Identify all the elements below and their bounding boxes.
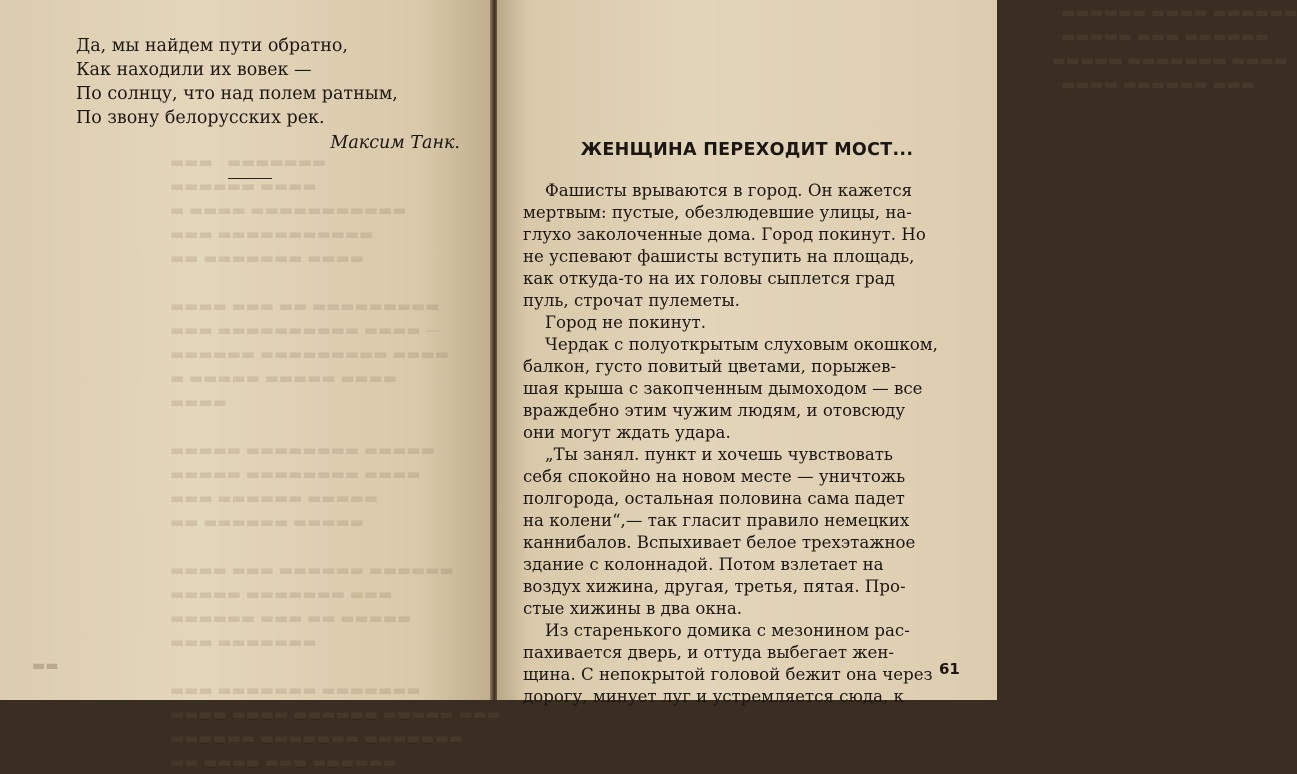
text-line: каннибалов. Вспыхивает белое трехэтажное bbox=[523, 533, 916, 552]
left-page-number-bleed: ▬▬ bbox=[32, 658, 59, 674]
section-divider bbox=[228, 178, 272, 179]
text-line: пуль, строчат пулеметы. bbox=[523, 291, 740, 310]
text-line: мертвым: пустые, обезлюдевшие улицы, на- bbox=[523, 203, 912, 222]
poem bbox=[76, 34, 398, 130]
poem-line: Как находили их вовек — bbox=[76, 60, 312, 80]
text-line: Фашисты врываются в город. Он кажется bbox=[545, 181, 913, 200]
text-line: они могут ждать удара. bbox=[523, 423, 731, 442]
poem-line: По солнцу, что над полем ратным, bbox=[76, 84, 398, 104]
text-line: враждебно этим чужим людям, и отовсюду bbox=[523, 401, 906, 420]
bleed-through-text: ▬▬▬ ▬▬▬▬▬▬▬ ▬▬▬▬▬▬ ▬▬▬▬ ▬ ▬▬▬▬ ▬▬▬▬▬▬▬▬▬▬▬ ▬▬▬ ▬▬▬▬▬▬▬▬▬▬▬ ▬▬ ▬▬▬▬▬▬▬ ▬▬▬▬ ▬▬▬▬ ▬▬▬ ▬▬ ▬▬▬▬▬▬▬▬▬ ▬▬▬ ▬▬▬▬▬▬▬▬▬▬ ▬▬▬▬ — ▬▬▬▬▬▬ ▬▬▬▬▬▬▬▬▬ ▬▬▬▬ ▬ ▬▬▬▬▬ ▬▬▬▬▬ ▬▬▬▬ ▬▬▬▬ ▬▬▬▬▬ ▬▬▬▬▬▬▬▬ ▬▬▬▬▬ ▬▬▬▬▬ ▬▬▬▬▬▬▬▬ ▬▬▬▬ ▬▬▬ ▬▬▬▬▬▬ ▬▬▬▬▬ ▬▬ ▬▬▬▬▬▬ ▬▬▬▬▬ ▬▬▬▬ ▬▬▬ ▬▬▬▬▬▬ ▬▬▬▬▬▬ ▬▬▬▬▬ ▬▬▬▬▬▬▬ ▬▬▬ ▬▬▬▬▬▬ ▬▬▬ ▬▬ ▬▬▬▬▬ ▬▬▬ ▬▬▬▬▬▬▬ ▬▬▬ ▬▬▬▬▬▬▬ ▬▬▬▬▬▬▬ ▬▬▬▬ ▬▬▬▬ ▬▬▬▬▬▬ ▬▬▬▬▬ ▬▬▬ ▬▬▬▬▬▬ ▬▬▬▬▬▬▬ ▬▬▬▬▬▬▬ ▬▬ ▬▬▬▬ ▬▬▬ ▬▬▬▬▬▬ bbox=[170, 153, 501, 771]
text-line: щина. С непокрытой головой бежит она через bbox=[523, 665, 933, 684]
text-line: стые хижины в два окна. bbox=[523, 599, 742, 618]
text-line: пахивается дверь, и оттуда выбегает жен- bbox=[523, 643, 895, 662]
text-line: воздух хижина, другая, третья, пятая. Про- bbox=[523, 577, 906, 596]
right-page bbox=[497, 0, 1297, 706]
chapter-text bbox=[523, 180, 953, 708]
text-line: Из старенького домика с мезонином рас- bbox=[545, 621, 910, 640]
bleed-through-text: ▬▬▬▬▬▬ ▬▬▬▬ ▬▬▬▬▬▬ ▬▬▬▬▬ ▬▬▬ ▬▬▬▬▬▬ ▬▬▬▬▬ ▬▬▬▬▬▬▬ ▬▬▬▬ ▬▬▬▬ ▬▬▬▬▬▬ ▬▬▬ bbox=[1051, 3, 1297, 93]
poem-author: Максим Танк. bbox=[330, 133, 460, 153]
text-line: Город не покинут. bbox=[545, 313, 706, 332]
text-line: дорогу, минует луг и устремляется сюда, к bbox=[523, 687, 904, 706]
text-line: здание с колоннадой. Потом взлетает на bbox=[523, 555, 884, 574]
text-line: на колени“,— так гласит правило немецких bbox=[523, 511, 910, 530]
text-line: „Ты занял. пункт и хочешь чувствовать bbox=[545, 445, 893, 464]
left-page bbox=[0, 0, 501, 771]
poem-line: По звону белорусских рек. bbox=[76, 108, 325, 128]
text-line: глухо заколоченные дома. Город покинут. Но bbox=[523, 225, 926, 244]
page-number: 61 bbox=[939, 660, 960, 678]
text-line: не успевают фашисты вступить на площадь, bbox=[523, 247, 915, 266]
text-line: балкон, густо повитый цветами, порыжев- bbox=[523, 357, 897, 376]
text-line: себя спокойно на новом месте — уничтожь bbox=[523, 467, 906, 486]
text-line: как откуда-то на их головы сыплется град bbox=[523, 269, 895, 288]
text-line: полгорода, остальная половина сама падет bbox=[523, 489, 905, 508]
text-line: шая крыша с закопченным дымоходом — все bbox=[523, 379, 923, 398]
poem-line: Да, мы найдем пути обратно, bbox=[76, 36, 348, 56]
chapter-title: ЖЕНЩИНА ПЕРЕХОДИТ МОСТ... bbox=[580, 140, 914, 160]
text-line: Чердак с полуоткрытым слуховым окошком, bbox=[545, 335, 938, 354]
